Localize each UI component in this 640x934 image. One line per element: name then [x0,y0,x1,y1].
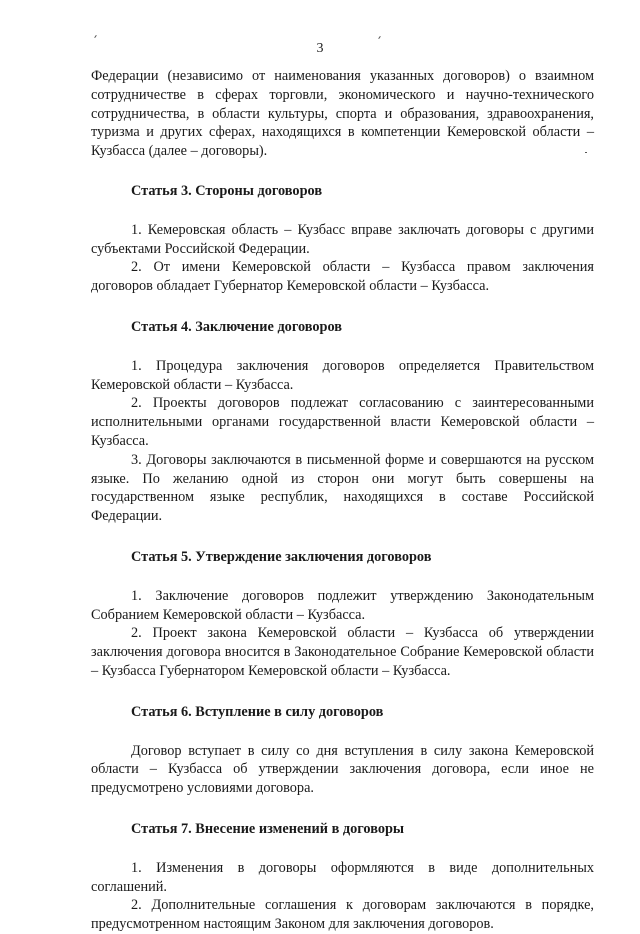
article-3-paragraph-2: 2. От имени Кемеровской области – Кузбасса правом заключения договоров обладает Губернатор Кемеровской области – Кузбасса. [91,259,594,295]
article-3-paragraph-1: 1. Кемеровская область – Кузбасс вправе заключать договоры с другими субъектами Российской Федерации. [91,221,594,257]
article-4-paragraph-2: 2. Проекты договоров подлежат согласованию с заинтересованными исполнительными органами государственной власти Кемеровской области – Кузбасса. [91,395,594,449]
article-7-paragraph-1: 1. Изменения в договоры оформляются в виде дополнительных соглашений. [91,859,594,895]
article-7-heading: Статья 7. Внесение изменений в договоры [131,820,405,837]
intro-paragraph: Федерации (независимо от наименования указанных договоров) о взаимном сотрудничестве в сферах торговли, экономического и научно-технического сотрудничества, в области культуры, спорта и образования, здравоохранения, туризма и других сферах, находящихся в компетенции Кемеровской области – Кузбасса (далее – договоры). [91,68,594,160]
article-6-heading: Статья 6. Вступление в силу договоров [131,703,384,720]
article-5-heading: Статья 5. Утверждение заключения договоров [131,548,432,565]
article-4-heading: Статья 4. Заключение договоров [131,318,342,335]
article-6-paragraph-1: Договор вступает в силу со дня вступления в силу закона Кемеровской области – Кузбасса об утверждении заключения договора, если иное не предусмотрено условиями договора. [91,742,594,797]
page-number: 3 [316,41,324,56]
article-4-paragraph-1: 1. Процедура заключения договоров определяется Правительством Кемеровской области – Кузбасса. [91,357,594,393]
document-body [91,67,594,934]
article-5-paragraph-2: 2. Проект закона Кемеровской области – Кузбасса об утверждении заключения договора вносится в Законодательное Собрание Кемеровской области – Кузбасса Губернатором Кемеровской области – Кузбасса. [91,625,594,679]
article-3-heading: Статья 3. Стороны договоров [131,182,323,199]
scan-speck-left [94,35,97,38]
scan-speck-right [378,36,381,39]
article-5-paragraph-1: 1. Заключение договоров подлежит утверждению Законодательным Собранием Кемеровской области – Кузбасса. [91,587,594,623]
article-4-paragraph-3: 3. Договоры заключаются в письменной форме и совершаются на русском языке. По желанию одной из сторон они могут быть совершены на государственном языке республик, находящихся в составе Российской Федерации. [91,451,594,525]
article-7-paragraph-2: 2. Дополнительные соглашения к договорам заключаются в порядке, предусмотренном настоящим Законом для заключения договоров. [91,897,594,933]
